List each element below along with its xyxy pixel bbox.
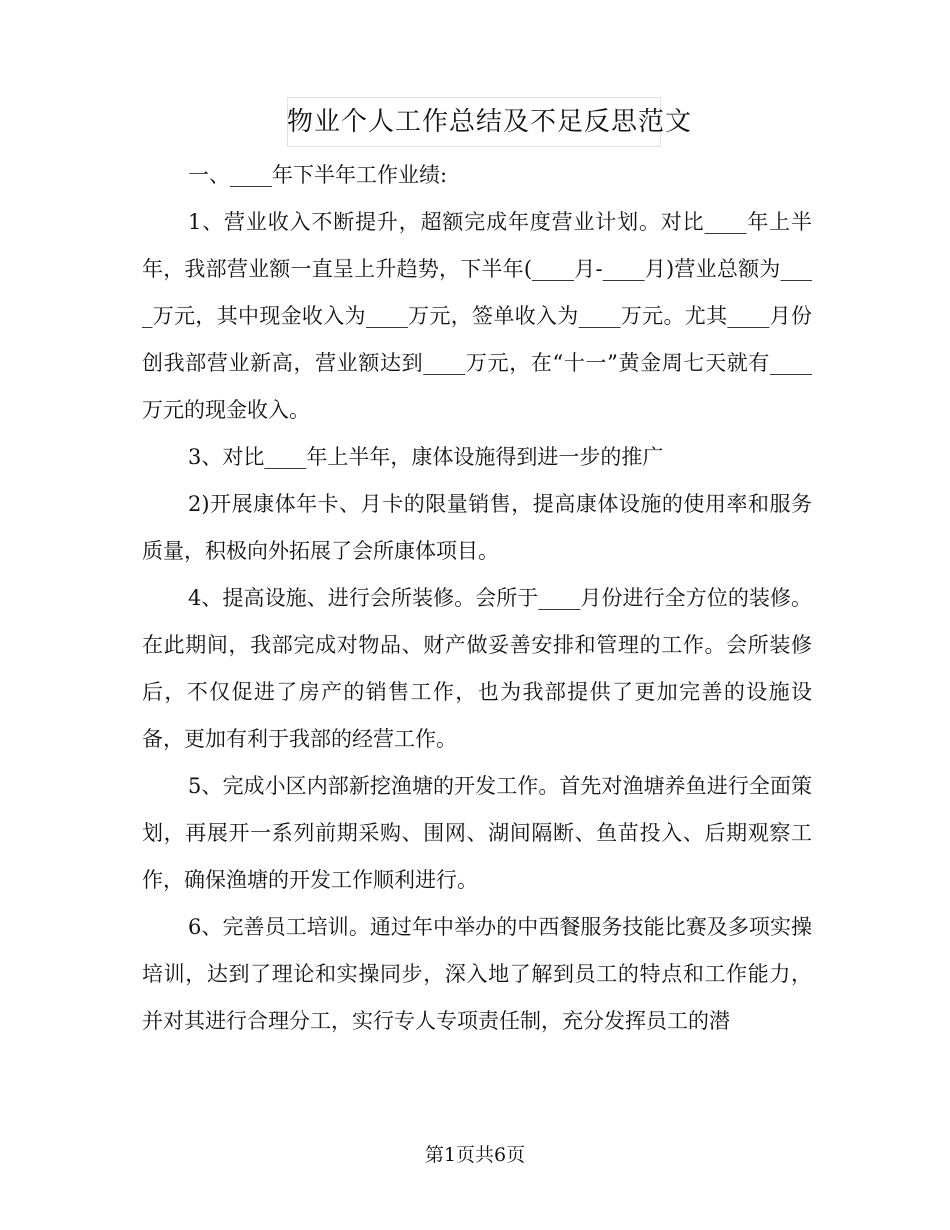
paragraph-7: 6、完善员工培训。通过年中举办的中西餐服务技能比赛及多项实操培训，达到了理论和实操同步，深入地了解到员工的特点和工作能力，并对其进行合理分工，实行专人专项责任制，充分发挥员工的潜 xyxy=(142,915,812,1033)
paragraph-1: 一、____年下半年工作业绩: xyxy=(188,163,448,187)
paragraph-4: 2)开展康体年卡、月卡的限量销售，提高康体设施的使用率和服务质量，积极向外拓展了会所康体项目。 xyxy=(142,492,812,563)
paragraph-2: 1、营业收入不断提升，超额完成年度营业计划。对比____年上半年，我部营业额一直呈上升趋势，下半年(____月-____月)营业总额为____万元，其中现金收入为____万元，签单收入为____万元。尤其____月份创我部营业新高，营业额达到____万元，在“十一”黄金周七天就有____万元的现金收入。 xyxy=(142,210,812,422)
paragraph-6: 5、完成小区内部新挖渔塘的开发工作。首先对渔塘养鱼进行全面策划，再展开一系列前期采购、围网、湖间隔断、鱼苗投入、后期观察工作，确保渔塘的开发工作顺利进行。 xyxy=(142,774,812,892)
document-body xyxy=(142,152,812,1045)
paragraph-5: 4、提高设施、进行会所装修。会所于____月份进行全方位的装修。在此期间，我部完成对物品、财产做妥善安排和管理的工作。会所装修后，不仅促进了房产的销售工作，也为我部提供了更加完善的设施设备，更加有利于我部的经营工作。 xyxy=(142,586,812,751)
page-number-footer: 第1页共6页 xyxy=(424,1144,526,1166)
document-title: 物业个人工作总结及不足反思范文 xyxy=(287,107,693,137)
paragraph-3: 3、对比____年上半年，康体设施得到进一步的推广 xyxy=(188,445,664,469)
